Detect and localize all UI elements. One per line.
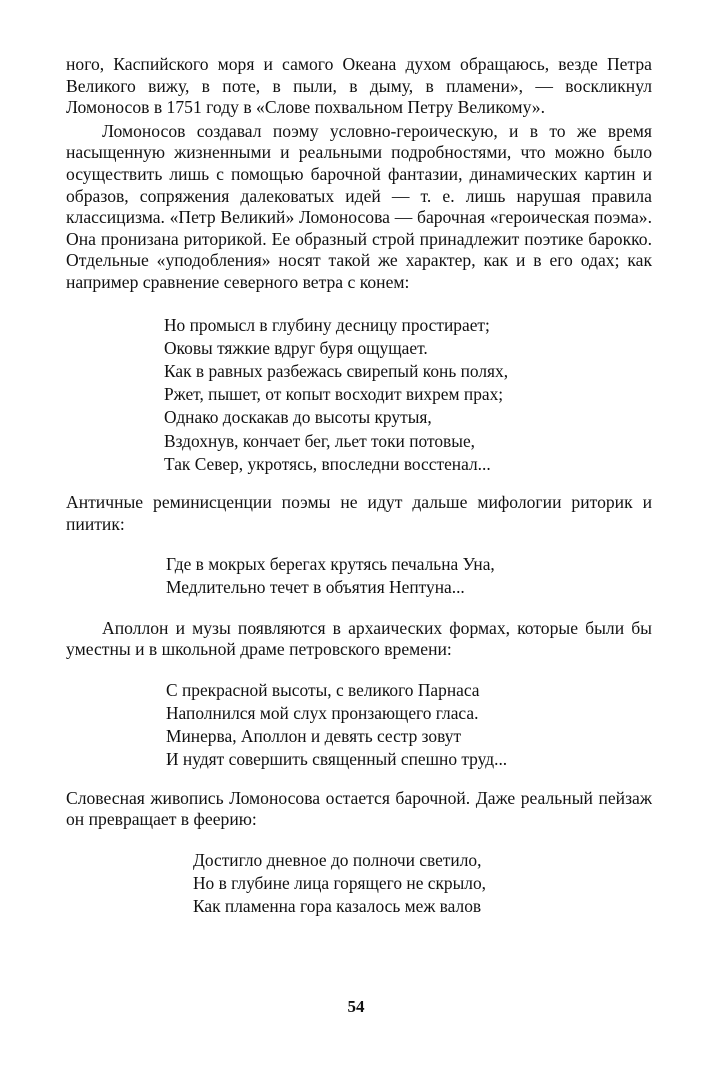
verse-quote-parnassus — [166, 679, 652, 772]
page-body — [66, 54, 652, 918]
verse-quote-north-wind — [164, 314, 652, 476]
verse-line: Так Север, укротясь, впоследни восстенал... — [164, 453, 491, 474]
verse-line: Оковы тяжкие вдруг буря ощущает. — [164, 337, 428, 358]
verse-quote-luminary — [193, 849, 652, 919]
verse-line: Но промысл в глубину десницу простирает; — [164, 314, 490, 335]
verse-line: Достигло дневное до полночи светило, — [193, 849, 482, 870]
verse-line: Ржет, пышет, от копыт восходит вихрем прах; — [164, 384, 504, 405]
verse-line: Однако доскакав до высоты крутыя, — [164, 407, 432, 428]
verse-line: И нудят совершить священный спешно труд... — [166, 749, 508, 770]
verse-line: С прекрасной высоты, с великого Парнаса — [166, 679, 480, 700]
verse-line: Как в равных разбежась свирепый конь полях, — [164, 360, 509, 381]
verse-line: Вздохнув, кончает бег, льет токи потовые, — [164, 430, 476, 451]
paragraph-verbal-painting: Словесная живопись Ломоносова остается барочной. Даже реальный пейзаж он превращает в феерию: — [66, 787, 652, 830]
paragraph-apollo-muses: Аполлон и музы появляются в архаических формах, которые были бы уместны и в школьной драме петровского времени: — [66, 617, 652, 660]
verse-line: Наполнился мой слух пронзающего гласа. — [166, 702, 479, 723]
paragraph-continuation: ного, Каспийского моря и самого Океана духом обращаюсь, везде Петра Великого вижу, в поте, в пыли, в дыму, в пламени», — воскликнул Ломоносов в 1751 году в «Слове похвальном Петру Великому». — [66, 54, 652, 118]
verse-line: Медлительно течет в объятия Нептуна... — [166, 577, 465, 598]
verse-line: Где в мокрых берегах крутясь печальна Уна, — [166, 554, 495, 575]
verse-line: Как пламенна гора казалось меж валов — [193, 896, 482, 917]
page-number: 54 — [347, 997, 365, 1016]
verse-line: Минерва, Аполлон и девять сестр зовут — [166, 726, 462, 747]
verse-line: Но в глубине лица горящего не скрыло, — [193, 872, 487, 893]
paragraph-baroque-poem: Ломоносов создавал поэму условно-героическую, и в то же время насыщенную жизненными и реальными подробностями, что можно было осуществить лишь с помощью барочной фантазии, динамических картин и образов, сопряжения далековатых идей — т. е. лишь нарушая правила классицизма. «Петр Великий» Ломоносова — барочная «героическая поэма». Она пронизана риторикой. Ее образный строй принадлежит поэтике барокко. Отдельные «уподобления» носят такой же характер, как и в его одах; как например сравнение северного ветра с конем: — [66, 120, 652, 292]
paragraph-antique-reminiscences: Античные реминисценции поэмы не идут дальше мифологии риторик и пиитик: — [66, 491, 652, 534]
verse-quote-una — [166, 553, 652, 599]
